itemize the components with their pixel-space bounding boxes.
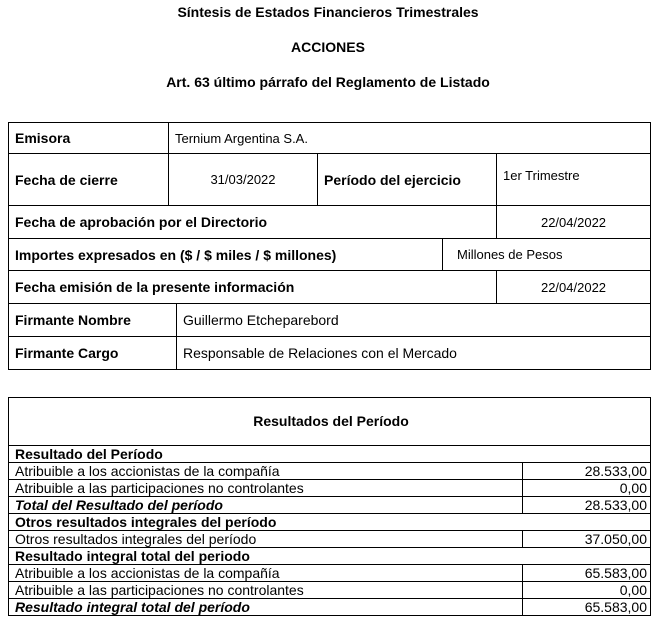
document-reference: Art. 63 último párrafo del Reglamento de Listado [166,74,490,90]
aprobacion-value: 22/04/2022 [497,206,651,239]
firmante-nombre-label: Firmante Nombre [9,304,177,337]
periodo-value: 1er Trimestre [497,154,651,206]
fecha-cierre-value: 31/03/2022 [169,154,318,206]
row-value: 65.583,00 [523,599,651,616]
firmante-cargo-label: Firmante Cargo [9,337,177,370]
document-title: Síntesis de Estados Financieros Trimestrales [177,4,479,20]
emisora-value: Ternium Argentina S.A. [169,123,651,154]
table-row [9,497,651,514]
table-row [9,480,651,497]
periodo-label: Período del ejercicio [318,154,497,206]
firmante-cargo-value: Responsable de Relaciones con el Mercado [177,337,651,370]
firmante-nombre-value: Guillermo Etcheparebord [177,304,651,337]
row-label: Total del Resultado del período [9,497,523,514]
emisora-label: Emisora [9,123,169,154]
row-value: 37.050,00 [523,531,651,548]
row-label: Atribuible a los accionistas de la compañía [9,565,523,582]
row-value: 65.583,00 [523,565,651,582]
emision-value: 22/04/2022 [497,271,651,304]
row-label: Atribuible a los accionistas de la compañía [9,463,523,480]
document-subtitle: ACCIONES [291,39,365,55]
aprobacion-label: Fecha de aprobación por el Directorio [9,206,497,239]
table-row [9,599,651,616]
results-title: Resultados del Período [9,398,651,446]
section-heading: Resultado integral total del periodo [9,548,651,565]
importes-label: Importes expresados en ($ / $ miles / $ millones) [9,239,443,271]
row-label: Atribuible a las participaciones no controlantes [9,480,523,497]
row-value: 0,00 [523,582,651,599]
row-label: Atribuible a las participaciones no controlantes [9,582,523,599]
table-row [9,463,651,480]
company-info-table [8,122,651,370]
table-row [9,582,651,599]
importes-value: Millones de Pesos [443,239,651,271]
row-value: 28.533,00 [523,497,651,514]
table-row [9,565,651,582]
row-value: 28.533,00 [523,463,651,480]
fecha-cierre-label: Fecha de cierre [9,154,169,206]
row-label: Otros resultados integrales del período [9,531,523,548]
section-heading: Otros resultados integrales del período [9,514,651,531]
emision-label: Fecha emisión de la presente información [9,271,497,304]
row-value: 0,00 [523,480,651,497]
row-label: Resultado integral total del período [9,599,523,616]
section-heading: Resultado del Período [9,446,651,463]
table-row [9,531,651,548]
results-table [8,397,651,616]
